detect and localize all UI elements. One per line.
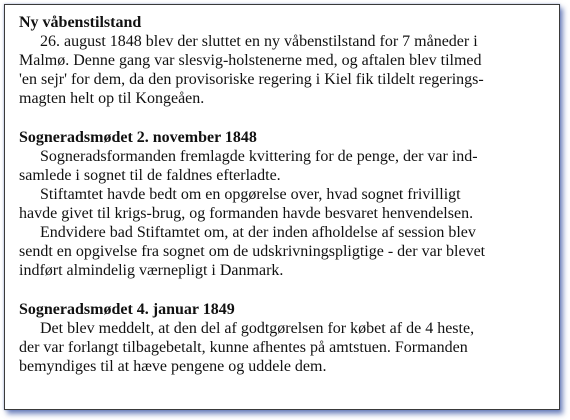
text-line: der var forlangt tilbagebetalt, kunne afhentes på amtstuen. Formanden <box>19 339 468 356</box>
section-sogneradsmodet-jan-1849 <box>19 300 555 376</box>
text-line: Det blev meddelt, at den del af godtgørelsen for købet af de 4 heste, <box>40 320 475 337</box>
section-ny-vabenstilstand <box>19 13 555 108</box>
text-line: indført almindelig værnepligt i Danmark. <box>19 262 284 279</box>
document-frame <box>4 4 560 410</box>
document-body <box>19 13 555 376</box>
section-heading: Sogneradsmødet 2. november 1848 <box>19 129 257 146</box>
text-line: samlede i sognet til de faldnes efterladte. <box>19 167 281 184</box>
text-line: Stiftamtet havde bedt om en opgørelse over, hvad sognet frivilligt <box>40 186 461 203</box>
text-line: Endvidere bad Stiftamtet om, at der inden afholdelse af session blev <box>40 224 476 241</box>
text-line: bemyndiges til at hæve pengene og uddele dem. <box>19 358 327 375</box>
paragraph <box>19 147 555 185</box>
section-spacer <box>19 108 555 128</box>
paragraph <box>19 319 555 376</box>
paragraph <box>19 185 555 223</box>
text-line: 'en sejr' for dem, da den provisoriske regering i Kiel fik tildelt regerings- <box>19 71 484 88</box>
text-line: magten helt op til Kongeåen. <box>19 90 205 107</box>
text-line: Sogneradsformanden fremlagde kvittering for de penge, der var ind- <box>40 148 478 165</box>
text-line: sendt en opgivelse fra sognet om de udskrivningspligtige - der var blevet <box>19 243 486 260</box>
section-spacer <box>19 280 555 300</box>
section-heading: Sogneradsmødet 4. januar 1849 <box>19 301 235 318</box>
text-line: 26. august 1848 blev der sluttet en ny våbenstilstand for 7 måneder i <box>40 33 478 50</box>
text-line: havde givet til krigs-brug, og formanden havde besvaret henvendelsen. <box>19 205 474 222</box>
text-line: Malmø. Denne gang var slesvig-holstenerne med, og aftalen blev tilmed <box>19 52 482 69</box>
paragraph <box>19 223 555 280</box>
paragraph <box>19 32 555 108</box>
section-sogneradsmodet-nov-1848 <box>19 128 555 280</box>
section-heading: Ny våbenstilstand <box>19 14 142 31</box>
